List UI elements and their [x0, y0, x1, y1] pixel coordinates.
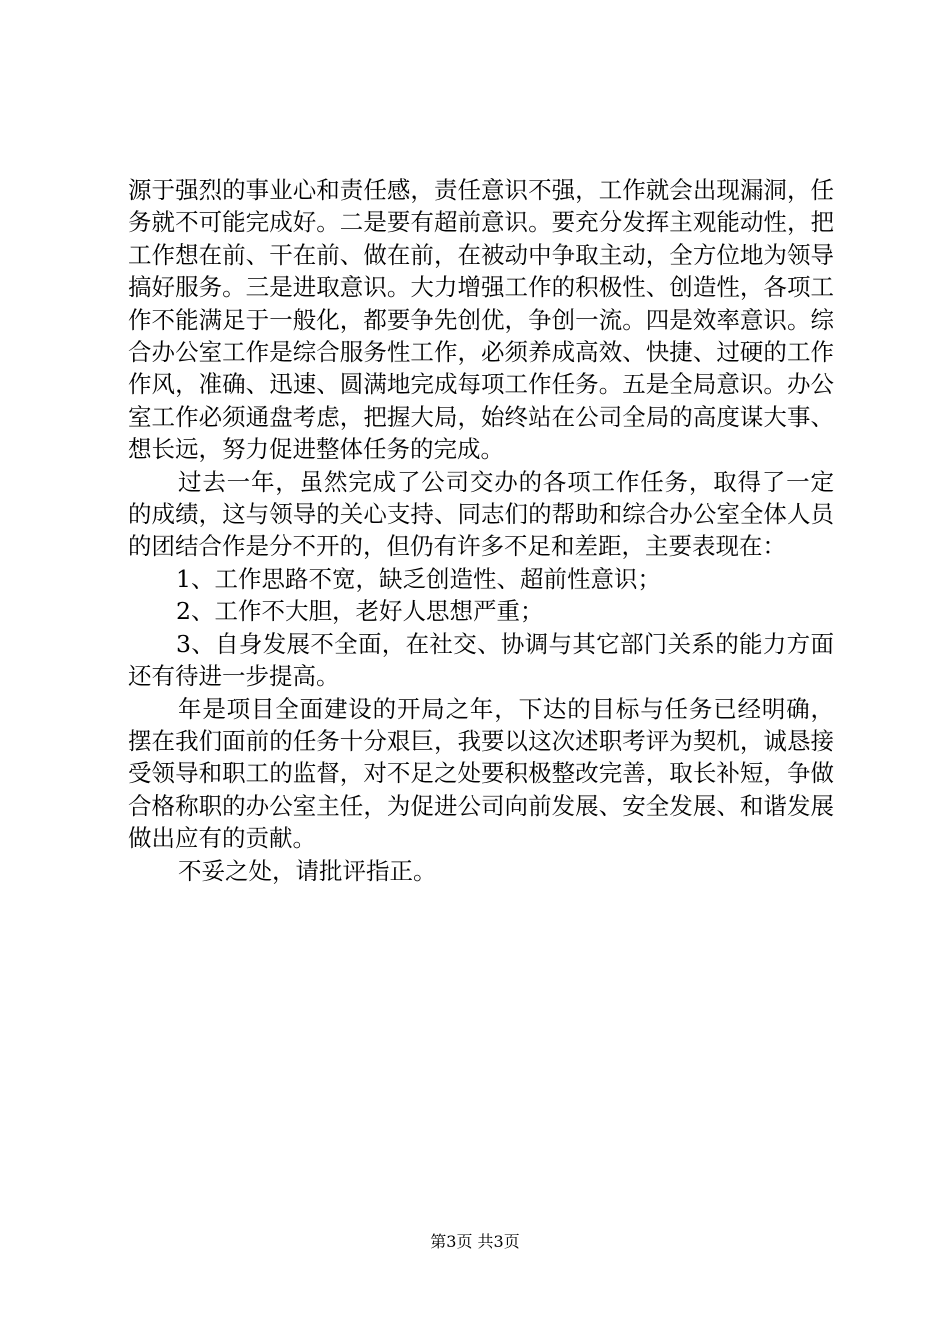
list-item-2: 2、工作不大胆，老好人思想严重；	[176, 597, 544, 626]
paragraph-closing: 不妥之处，请批评指正。	[178, 856, 437, 885]
list-item-3: 3、自身发展不全面，在社交、协调与其它部门关系的能力方面还有待进一步提高。	[128, 629, 834, 691]
page-footer: 第3页 共3页	[430, 1232, 520, 1251]
paragraph-awareness: 源于强烈的事业心和责任感，责任意识不强，工作就会出现漏洞，任务就不可能完成好。二是要有超前意识。要充分发挥主观能动性，把工作想在前、干在前、做在前，在被动中争取主动，全方位地为领导搞好服务。三是进取意识。大力增强工作的积极性、创造性，各项工作不能满足于一般化，都要争先创优，争创一流。四是效率意识。综合办公室工作是综合服务性工作，必须养成高效、快捷、过硬的工作作风，准确、迅速、圆满地完成每项工作任务。五是全局意识。办公室工作必须通盘考虑，把握大局，始终站在公司全局的高度谋大事、想长远，努力促进整体任务的完成。	[128, 176, 834, 464]
paragraph-summary: 过去一年，虽然完成了公司交办的各项工作任务，取得了一定的成绩，这与领导的关心支持、同志们的帮助和综合办公室全体人员的团结合作是分不开的，但仍有许多不足和差距，主要表现在：	[128, 467, 834, 561]
list-item-1: 1、工作思路不宽，缺乏创造性、超前性意识；	[176, 564, 661, 593]
paragraph-outlook: 年是项目全面建设的开局之年，下达的目标与任务已经明确，摆在我们面前的任务十分艰巨，我要以这次述职考评为契机，诚恳接受领导和职工的监督，对不足之处要积极整改完善，取长补短，争做合格称职的办公室主任，为促进公司向前发展、安全发展、和谐发展做出应有的贡献。	[128, 694, 834, 853]
document-body	[128, 174, 834, 887]
